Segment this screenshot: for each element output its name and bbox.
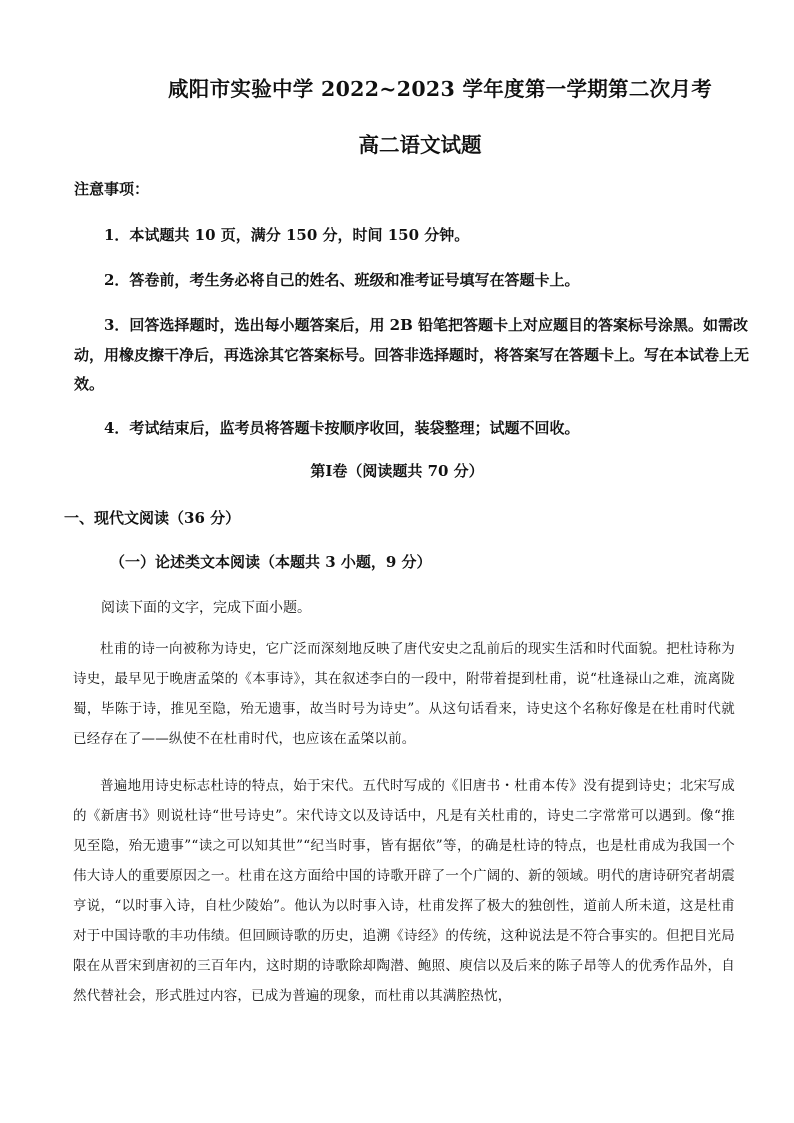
passage-paragraph-1: 杜甫的诗一向被称为诗史，它广泛而深刻地反映了唐代安史之乱前后的现实生活和时代面貌。把杜诗称为诗史，最早见于晚唐孟棨的《本事诗》，其在叙述李白的一段中，附带着提到杜甫，说“杜逢禄山之难，流离陇蜀，毕陈于诗，推见至隐，殆无遗事，故当时号为诗史”。从这句话看来，诗史这个名称好像是在杜甫时代就已经存在了——纵使不在杜甫时代，也应该在孟棨以前。 — [73, 641, 735, 747]
notice-item-3: 3．回答选择题时，选出每小题答案后，用 2B 铅笔把答题卡上对应题目的答案标号涂黑。如需改动，用橡皮擦干净后，再选涂其它答案标号。回答非选择题时，将答案写在答题卡上。写在本试卷上无效。 — [74, 316, 750, 393]
section-heading: 一、现代文阅读（36 分） — [64, 509, 241, 527]
notice-heading: 注意事项： — [74, 180, 150, 198]
volume-heading: 第Ⅰ卷（阅读题共 70 分） — [310, 462, 484, 480]
notice-item-4: 4．考试结束后，监考员将答题卡按顺序收回，装袋整理；试题不回收。 — [104, 419, 580, 437]
passage-paragraph-2: 普遍地用诗史标志杜诗的特点，始于宋代。五代时写成的《旧唐书・杜甫本传》没有提到诗史；北宋写成的《新唐书》则说杜诗“世号诗史”。宋代诗文以及诗话中，凡是有关杜甫的，诗史二字常常可以遇到。像“推见至隐，殆无遗事”“读之可以知其世”“纪当时事，皆有据依”等，的确是杜诗的特点，也是杜甫成为我国一个伟大诗人的重要原因之一。杜甫在这方面给中国的诗歌开辟了一个广阔的、新的领域。明代的唐诗研究者胡震亨说，“以时事入诗，自杜少陵始”。他认为以时事入诗，杜甫发挥了极大的独创性，道前人所未道，这是杜甫对于中国诗歌的丰功伟绩。但回顾诗歌的历史，追溯《诗经》的传统，这种说法是不符合事实的。但把目光局限在从晋宋到唐初的三百年内，这时期的诗歌除却陶潜、鲍照、庾信以及后来的陈子昂等人的优秀作品外，自然代替社会，形式胜过内容，已成为普遍的现象，而杜甫以其满腔热忱， — [73, 778, 735, 1004]
reading-instruction: 阅读下面的文字，完成下面小题。 — [101, 600, 311, 616]
notice-item-1: 1．本试题共 10 页，满分 150 分，时间 150 分钟。 — [104, 226, 470, 244]
exam-title: 咸阳市实验中学 2022~2023 学年度第一学期第二次月考 — [168, 77, 713, 101]
exam-subtitle: 高二语文试题 — [358, 133, 482, 157]
notice-item-2: 2．答卷前，考生务必将自己的姓名、班级和准考证号填写在答题卡上。 — [104, 271, 580, 289]
subsection-heading: （一）论述类文本阅读（本题共 3 小题，9 分） — [110, 553, 432, 571]
